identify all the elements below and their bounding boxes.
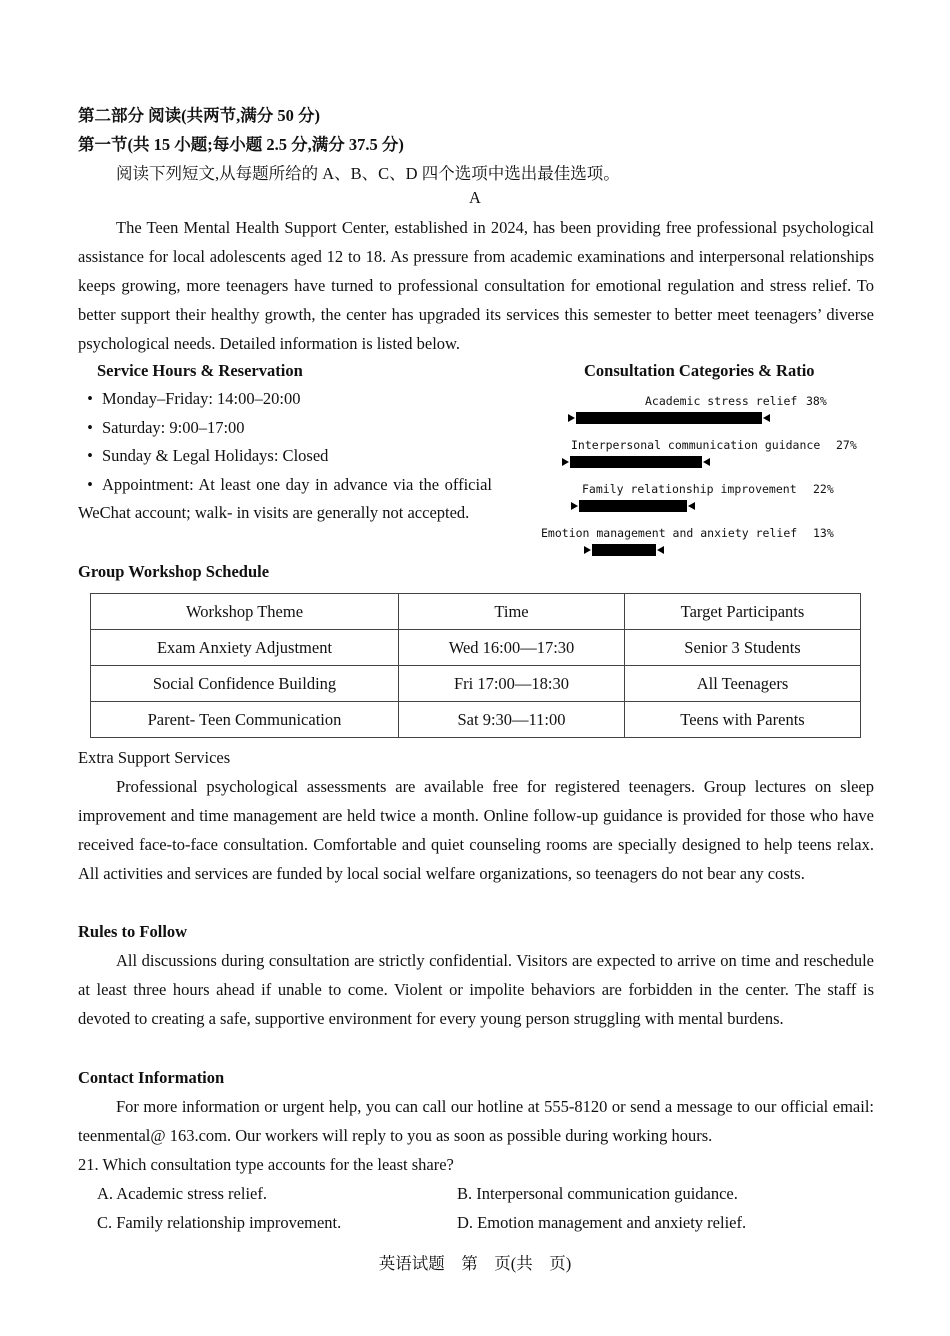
chart-bar	[570, 456, 702, 468]
instruction: 阅读下列短文,从每题所给的 A、B、C、D 四个选项中选出最佳选项。	[116, 164, 620, 183]
table-row	[91, 666, 861, 702]
section-heading: 第一节(共 15 小题;每小题 2.5 分,满分 37.5 分)	[78, 135, 404, 154]
chart-bar	[592, 544, 656, 556]
table-header-row	[91, 594, 861, 630]
column-header: Time	[399, 594, 625, 630]
chart-value-label: 38%	[806, 394, 827, 408]
chart-category-label: Academic stress relief	[645, 394, 798, 408]
column-header: Target Participants	[625, 594, 861, 630]
chart-category-label: Family relationship improvement	[582, 482, 797, 496]
chart-value-label: 27%	[836, 438, 857, 452]
table-row	[91, 702, 861, 738]
chart-marker-left	[571, 502, 578, 510]
extra-text: Professional psychological assessments are available free for registered teenagers. Group lectures on sleep improvement and time management are held twice a month. Online follow-up guidance is provided for those who have received face-to-face consultation. Comfortable and quiet counseling rooms are specially designed to help teens relax. All activities and services are funded by local social welfare organizations, so teenagers do not bear any costs.	[78, 777, 874, 883]
option-d[interactable]: D. Emotion management and anxiety relief.	[457, 1213, 747, 1232]
consultation-chart	[0, 0, 950, 600]
chart-title: Consultation Categories & Ratio	[584, 361, 815, 380]
passage-letter: A	[469, 188, 481, 207]
extra-heading: Extra Support Services	[78, 748, 231, 767]
page-footer: 英语试题 第 页(共 页)	[378, 1254, 572, 1273]
table-cell: Exam Anxiety Adjustment	[91, 630, 399, 666]
workshop-heading: Group Workshop Schedule	[78, 562, 270, 581]
part-heading: 第二部分 阅读(共两节,满分 50 分)	[78, 106, 320, 125]
table-cell: All Teenagers	[625, 666, 861, 702]
chart-bar	[576, 412, 762, 424]
table-cell: Parent- Teen Communication	[91, 702, 399, 738]
table-row	[91, 630, 861, 666]
chart-marker-right	[688, 502, 695, 510]
extra-paragraph	[78, 772, 874, 888]
option-c[interactable]: C. Family relationship improvement.	[97, 1213, 342, 1232]
table-cell: Teens with Parents	[625, 702, 861, 738]
workshop-table	[90, 593, 861, 738]
contact-heading: Contact Information	[78, 1068, 225, 1087]
chart-marker-right	[703, 458, 710, 466]
option-b[interactable]: B. Interpersonal communication guidance.	[457, 1184, 738, 1203]
contact-paragraph	[78, 1092, 874, 1150]
contact-text: For more information or urgent help, you can call our hotline at 555-8120 or send a message to our official email: teenmental@ 163.com. Our workers will reply to you as soon as possible during working hours.	[78, 1097, 874, 1145]
option-a[interactable]: A. Academic stress relief.	[97, 1184, 267, 1203]
chart-category-label: Interpersonal communication guidance	[571, 438, 821, 452]
table-cell: Senior 3 Students	[625, 630, 861, 666]
chart-marker-left	[584, 546, 591, 554]
intro-text: The Teen Mental Health Support Center, established in 2024, has been providing free professional psychological assistance for local adolescents aged 12 to 18. As pressure from academic examinations and interpersonal relationships keeps growing, more teenagers have turned to professional consultation for emotional regulation and stress relief. To better support their healthy growth, the center has upgraded its services this semester to better meet teenagers’ diverse psychological needs. Detailed information is listed below.	[78, 218, 874, 353]
table-cell: Wed 16:00—17:30	[399, 630, 625, 666]
table-cell: Sat 9:30—11:00	[399, 702, 625, 738]
rules-heading: Rules to Follow	[78, 922, 188, 941]
table-cell: Fri 17:00—18:30	[399, 666, 625, 702]
column-header: Workshop Theme	[91, 594, 399, 630]
service-item: • Monday–Friday: 14:00–20:00	[87, 389, 301, 408]
service-item: • Saturday: 9:00–17:00	[87, 417, 245, 437]
chart-bar	[579, 500, 687, 512]
chart-value-label: 22%	[813, 482, 834, 496]
table-cell: Social Confidence Building	[91, 666, 399, 702]
service-item: • Sunday & Legal Holidays: Closed	[87, 446, 329, 466]
rules-paragraph	[78, 946, 874, 1033]
chart-marker-left	[562, 458, 569, 466]
rules-text: All discussions during consultation are strictly confidential. Visitors are expected to arrive on time and reschedule at least three hours ahead if unable to come. Violent or impolite behaviors are forbidden in the center. The staff is devoted to creating a safe, supportive environment for every young person struggling with mental burdens.	[78, 951, 874, 1028]
service-item: • Appointment: At least one day in advance via the official WeChat account; walk- in visits are generally not accepted.	[78, 474, 492, 523]
question-stem: 21. Which consultation type accounts for the least share?	[78, 1155, 454, 1174]
chart-marker-right	[763, 414, 770, 422]
chart-marker-left	[568, 414, 575, 422]
chart-marker-right	[657, 546, 664, 554]
chart-value-label: 13%	[813, 526, 834, 540]
service-heading: Service Hours & Reservation	[97, 361, 303, 380]
chart-category-label: Emotion management and anxiety relief	[541, 526, 798, 540]
